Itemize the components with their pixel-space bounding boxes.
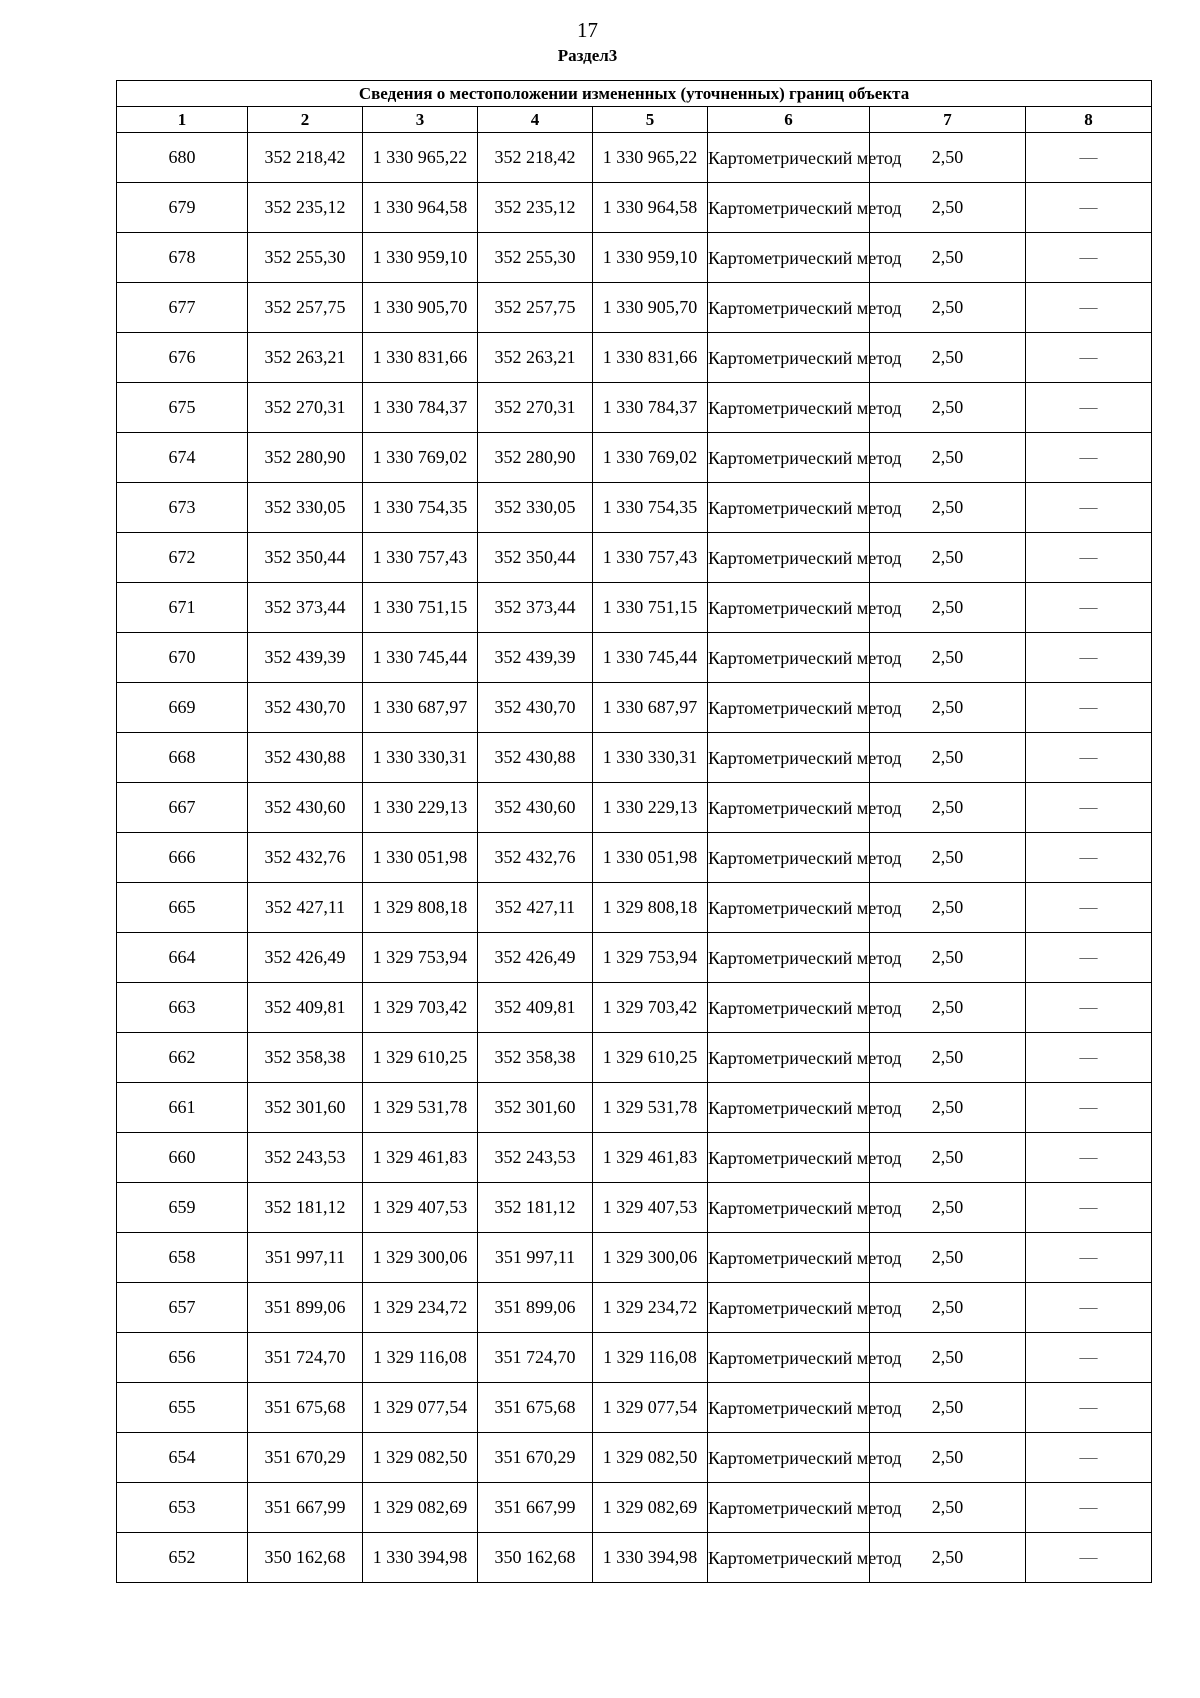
y-old-cell: 1 329 077,54 (363, 1383, 478, 1433)
point-number-cell: 662 (117, 1033, 248, 1083)
y-old-cell: 1 329 703,42 (363, 983, 478, 1033)
y-new-cell: 1 330 831,66 (593, 333, 708, 383)
method-cell: Картометрический метод (708, 233, 870, 283)
method-cell: Картометрический метод (708, 383, 870, 433)
precision-cell: 2,50 (870, 1233, 1026, 1283)
y-new-cell: 1 329 116,08 (593, 1333, 708, 1383)
x-new-cell: 352 181,12 (478, 1183, 593, 1233)
x-old-cell: 351 997,11 (248, 1233, 363, 1283)
point-number-cell: 675 (117, 383, 248, 433)
x-old-cell: 352 181,12 (248, 1183, 363, 1233)
table-row (117, 233, 1152, 283)
x-new-cell: 352 373,44 (478, 583, 593, 633)
table-row (117, 783, 1152, 833)
description-cell: — (1026, 933, 1152, 983)
point-number-cell: 679 (117, 183, 248, 233)
y-old-cell: 1 330 905,70 (363, 283, 478, 333)
y-old-cell: 1 330 754,35 (363, 483, 478, 533)
precision-cell: 2,50 (870, 333, 1026, 383)
x-new-cell: 352 263,21 (478, 333, 593, 383)
precision-cell: 2,50 (870, 383, 1026, 433)
y-new-cell: 1 329 407,53 (593, 1183, 708, 1233)
x-new-cell: 351 675,68 (478, 1383, 593, 1433)
point-number-cell: 670 (117, 633, 248, 683)
section-title: Раздел3 (557, 46, 618, 65)
x-old-cell: 351 675,68 (248, 1383, 363, 1433)
y-old-cell: 1 329 753,94 (363, 933, 478, 983)
y-new-cell: 1 329 703,42 (593, 983, 708, 1033)
y-new-cell: 1 329 234,72 (593, 1283, 708, 1333)
x-new-cell: 351 997,11 (478, 1233, 593, 1283)
x-new-cell: 352 235,12 (478, 183, 593, 233)
description-cell: — (1026, 433, 1152, 483)
y-old-cell: 1 330 784,37 (363, 383, 478, 433)
point-number-cell: 661 (117, 1083, 248, 1133)
point-number-cell: 657 (117, 1283, 248, 1333)
method-cell: Картометрический метод (708, 983, 870, 1033)
column-number: 6 (708, 107, 870, 133)
column-number: 8 (1026, 107, 1152, 133)
description-cell: — (1026, 533, 1152, 583)
y-new-cell: 1 329 610,25 (593, 1033, 708, 1083)
x-new-cell: 352 280,90 (478, 433, 593, 483)
method-cell: Картометрический метод (708, 1283, 870, 1333)
x-old-cell: 352 439,39 (248, 633, 363, 683)
method-cell: Картометрический метод (708, 1333, 870, 1383)
x-new-cell: 351 724,70 (478, 1333, 593, 1383)
x-old-cell: 352 257,75 (248, 283, 363, 333)
precision-cell: 2,50 (870, 733, 1026, 783)
y-new-cell: 1 330 784,37 (593, 383, 708, 433)
y-new-cell: 1 329 808,18 (593, 883, 708, 933)
x-old-cell: 350 162,68 (248, 1533, 363, 1583)
method-cell: Картометрический метод (708, 483, 870, 533)
method-cell: Картометрический метод (708, 533, 870, 583)
x-old-cell: 352 330,05 (248, 483, 363, 533)
description-cell: — (1026, 1033, 1152, 1083)
y-old-cell: 1 329 461,83 (363, 1133, 478, 1183)
table-row (117, 483, 1152, 533)
x-old-cell: 352 427,11 (248, 883, 363, 933)
x-old-cell: 352 432,76 (248, 833, 363, 883)
method-cell: Картометрический метод (708, 1533, 870, 1583)
x-old-cell: 352 350,44 (248, 533, 363, 583)
y-new-cell: 1 330 687,97 (593, 683, 708, 733)
description-cell: — (1026, 833, 1152, 883)
precision-cell: 2,50 (870, 1383, 1026, 1433)
column-number-row (117, 107, 1152, 133)
x-new-cell: 352 270,31 (478, 383, 593, 433)
precision-cell: 2,50 (870, 533, 1026, 583)
x-new-cell: 352 257,75 (478, 283, 593, 333)
x-old-cell: 352 235,12 (248, 183, 363, 233)
column-number: 4 (478, 107, 593, 133)
precision-cell: 2,50 (870, 233, 1026, 283)
y-old-cell: 1 330 959,10 (363, 233, 478, 283)
point-number-cell: 652 (117, 1533, 248, 1583)
y-old-cell: 1 330 229,13 (363, 783, 478, 833)
description-cell: — (1026, 583, 1152, 633)
y-old-cell: 1 330 757,43 (363, 533, 478, 583)
point-number-cell: 668 (117, 733, 248, 783)
point-number-cell: 666 (117, 833, 248, 883)
point-number-cell: 674 (117, 433, 248, 483)
precision-cell: 2,50 (870, 633, 1026, 683)
point-number-cell: 658 (117, 1233, 248, 1283)
method-cell: Картометрический метод (708, 1183, 870, 1233)
y-old-cell: 1 330 394,98 (363, 1533, 478, 1583)
precision-cell: 2,50 (870, 133, 1026, 183)
y-new-cell: 1 329 300,06 (593, 1233, 708, 1283)
y-new-cell: 1 330 964,58 (593, 183, 708, 233)
method-cell: Картометрический метод (708, 883, 870, 933)
method-cell: Картометрический метод (708, 1233, 870, 1283)
description-cell: — (1026, 983, 1152, 1033)
y-old-cell: 1 330 330,31 (363, 733, 478, 783)
method-cell: Картометрический метод (708, 683, 870, 733)
precision-cell: 2,50 (870, 833, 1026, 883)
x-old-cell: 352 409,81 (248, 983, 363, 1033)
point-number-cell: 653 (117, 1483, 248, 1533)
point-number-cell: 664 (117, 933, 248, 983)
method-cell: Картометрический метод (708, 133, 870, 183)
precision-cell: 2,50 (870, 1133, 1026, 1183)
description-cell: — (1026, 483, 1152, 533)
precision-cell: 2,50 (870, 983, 1026, 1033)
x-old-cell: 351 667,99 (248, 1483, 363, 1533)
point-number-cell: 676 (117, 333, 248, 383)
precision-cell: 2,50 (870, 583, 1026, 633)
point-number-cell: 672 (117, 533, 248, 583)
description-cell: — (1026, 1333, 1152, 1383)
x-new-cell: 352 430,88 (478, 733, 593, 783)
method-cell: Картометрический метод (708, 1033, 870, 1083)
table-row (117, 683, 1152, 733)
x-new-cell: 352 426,49 (478, 933, 593, 983)
x-old-cell: 352 270,31 (248, 383, 363, 433)
y-new-cell: 1 330 330,31 (593, 733, 708, 783)
x-new-cell: 352 218,42 (478, 133, 593, 183)
y-new-cell: 1 329 461,83 (593, 1133, 708, 1183)
table-row (117, 1283, 1152, 1333)
y-new-cell: 1 330 051,98 (593, 833, 708, 883)
method-cell: Картометрический метод (708, 583, 870, 633)
x-old-cell: 352 280,90 (248, 433, 363, 483)
point-number-cell: 669 (117, 683, 248, 733)
y-new-cell: 1 330 394,98 (593, 1533, 708, 1583)
point-number-cell: 654 (117, 1433, 248, 1483)
description-cell: — (1026, 1083, 1152, 1133)
method-cell: Картометрический метод (708, 333, 870, 383)
y-old-cell: 1 329 407,53 (363, 1183, 478, 1233)
y-new-cell: 1 330 757,43 (593, 533, 708, 583)
table-row (117, 1083, 1152, 1133)
table-row (117, 1383, 1152, 1433)
precision-cell: 2,50 (870, 1533, 1026, 1583)
y-new-cell: 1 330 959,10 (593, 233, 708, 283)
description-cell: — (1026, 633, 1152, 683)
x-old-cell: 352 426,49 (248, 933, 363, 983)
x-old-cell: 352 255,30 (248, 233, 363, 283)
y-old-cell: 1 330 965,22 (363, 133, 478, 183)
point-number-cell: 667 (117, 783, 248, 833)
table-row (117, 333, 1152, 383)
precision-cell: 2,50 (870, 1033, 1026, 1083)
table-row (117, 433, 1152, 483)
x-new-cell: 351 667,99 (478, 1483, 593, 1533)
point-number-cell: 655 (117, 1383, 248, 1433)
point-number-cell: 678 (117, 233, 248, 283)
point-number-cell: 659 (117, 1183, 248, 1233)
x-new-cell: 352 432,76 (478, 833, 593, 883)
column-number: 2 (248, 107, 363, 133)
y-new-cell: 1 330 229,13 (593, 783, 708, 833)
description-cell: — (1026, 683, 1152, 733)
y-new-cell: 1 330 965,22 (593, 133, 708, 183)
precision-cell: 2,50 (870, 1483, 1026, 1533)
x-new-cell: 352 255,30 (478, 233, 593, 283)
description-cell: — (1026, 133, 1152, 183)
table-row (117, 1483, 1152, 1533)
table-row (117, 1333, 1152, 1383)
table-row (117, 183, 1152, 233)
x-new-cell: 352 330,05 (478, 483, 593, 533)
method-cell: Картометрический метод (708, 1433, 870, 1483)
y-new-cell: 1 329 531,78 (593, 1083, 708, 1133)
description-cell: — (1026, 1433, 1152, 1483)
table-row (117, 383, 1152, 433)
column-number: 5 (593, 107, 708, 133)
y-new-cell: 1 329 077,54 (593, 1383, 708, 1433)
y-old-cell: 1 329 082,69 (363, 1483, 478, 1533)
y-old-cell: 1 329 610,25 (363, 1033, 478, 1083)
table-row (117, 1183, 1152, 1233)
precision-cell: 2,50 (870, 483, 1026, 533)
x-new-cell: 352 430,60 (478, 783, 593, 833)
table-row (117, 1233, 1152, 1283)
description-cell: — (1026, 1233, 1152, 1283)
x-old-cell: 352 301,60 (248, 1083, 363, 1133)
table-row (117, 733, 1152, 783)
x-new-cell: 351 670,29 (478, 1433, 593, 1483)
y-old-cell: 1 330 745,44 (363, 633, 478, 683)
method-cell: Картометрический метод (708, 1133, 870, 1183)
y-old-cell: 1 329 808,18 (363, 883, 478, 933)
x-old-cell: 352 430,60 (248, 783, 363, 833)
table-row (117, 1033, 1152, 1083)
method-cell: Картометрический метод (708, 433, 870, 483)
method-cell: Картометрический метод (708, 283, 870, 333)
x-old-cell: 351 899,06 (248, 1283, 363, 1333)
y-old-cell: 1 329 082,50 (363, 1433, 478, 1483)
table-row (117, 133, 1152, 183)
y-old-cell: 1 330 751,15 (363, 583, 478, 633)
table-row (117, 933, 1152, 983)
table-row (117, 1433, 1152, 1483)
method-cell: Картометрический метод (708, 1483, 870, 1533)
point-number-cell: 663 (117, 983, 248, 1033)
table-row (117, 633, 1152, 683)
y-new-cell: 1 330 769,02 (593, 433, 708, 483)
description-cell: — (1026, 333, 1152, 383)
method-cell: Картометрический метод (708, 1383, 870, 1433)
precision-cell: 2,50 (870, 933, 1026, 983)
description-cell: — (1026, 883, 1152, 933)
x-new-cell: 352 427,11 (478, 883, 593, 933)
point-number-cell: 673 (117, 483, 248, 533)
x-old-cell: 352 263,21 (248, 333, 363, 383)
description-cell: — (1026, 233, 1152, 283)
method-cell: Картометрический метод (708, 733, 870, 783)
y-old-cell: 1 329 234,72 (363, 1283, 478, 1333)
precision-cell: 2,50 (870, 183, 1026, 233)
y-new-cell: 1 330 754,35 (593, 483, 708, 533)
description-cell: — (1026, 1283, 1152, 1333)
point-number-cell: 660 (117, 1133, 248, 1183)
x-new-cell: 352 301,60 (478, 1083, 593, 1133)
method-cell: Картометрический метод (708, 783, 870, 833)
method-cell: Картометрический метод (708, 933, 870, 983)
table-row (117, 533, 1152, 583)
table-row (117, 283, 1152, 333)
x-old-cell: 352 373,44 (248, 583, 363, 633)
table-row (117, 983, 1152, 1033)
y-old-cell: 1 329 300,06 (363, 1233, 478, 1283)
y-old-cell: 1 330 769,02 (363, 433, 478, 483)
point-number-cell: 665 (117, 883, 248, 933)
description-cell: — (1026, 783, 1152, 833)
y-old-cell: 1 330 964,58 (363, 183, 478, 233)
description-cell: — (1026, 383, 1152, 433)
y-new-cell: 1 330 751,15 (593, 583, 708, 633)
table-row (117, 833, 1152, 883)
x-old-cell: 352 430,70 (248, 683, 363, 733)
page-number: 17 (577, 18, 598, 42)
table-row (117, 1533, 1152, 1583)
x-old-cell: 351 670,29 (248, 1433, 363, 1483)
x-old-cell: 352 430,88 (248, 733, 363, 783)
y-new-cell: 1 329 082,50 (593, 1433, 708, 1483)
precision-cell: 2,50 (870, 1183, 1026, 1233)
precision-cell: 2,50 (870, 783, 1026, 833)
description-cell: — (1026, 733, 1152, 783)
method-cell: Картометрический метод (708, 1083, 870, 1133)
x-new-cell: 352 243,53 (478, 1133, 593, 1183)
point-number-cell: 677 (117, 283, 248, 333)
method-cell: Картометрический метод (708, 833, 870, 883)
x-new-cell: 351 899,06 (478, 1283, 593, 1333)
description-cell: — (1026, 1483, 1152, 1533)
point-number-cell: 671 (117, 583, 248, 633)
precision-cell: 2,50 (870, 683, 1026, 733)
table-caption: Сведения о местоположении измененных (уточненных) границ объекта (117, 81, 1152, 107)
precision-cell: 2,50 (870, 1083, 1026, 1133)
x-old-cell: 352 358,38 (248, 1033, 363, 1083)
description-cell: — (1026, 1183, 1152, 1233)
y-old-cell: 1 330 687,97 (363, 683, 478, 733)
column-number: 3 (363, 107, 478, 133)
table-row (117, 1133, 1152, 1183)
description-cell: — (1026, 1533, 1152, 1583)
description-cell: — (1026, 183, 1152, 233)
precision-cell: 2,50 (870, 1283, 1026, 1333)
x-old-cell: 352 218,42 (248, 133, 363, 183)
x-new-cell: 352 439,39 (478, 633, 593, 683)
column-number: 7 (870, 107, 1026, 133)
y-old-cell: 1 329 531,78 (363, 1083, 478, 1133)
precision-cell: 2,50 (870, 433, 1026, 483)
point-number-cell: 680 (117, 133, 248, 183)
y-new-cell: 1 329 082,69 (593, 1483, 708, 1533)
y-new-cell: 1 329 753,94 (593, 933, 708, 983)
y-old-cell: 1 330 051,98 (363, 833, 478, 883)
x-new-cell: 352 430,70 (478, 683, 593, 733)
x-new-cell: 350 162,68 (478, 1533, 593, 1583)
column-number: 1 (117, 107, 248, 133)
precision-cell: 2,50 (870, 1333, 1026, 1383)
precision-cell: 2,50 (870, 283, 1026, 333)
precision-cell: 2,50 (870, 883, 1026, 933)
description-cell: — (1026, 1133, 1152, 1183)
method-cell: Картометрический метод (708, 633, 870, 683)
x-old-cell: 351 724,70 (248, 1333, 363, 1383)
precision-cell: 2,50 (870, 1433, 1026, 1483)
method-cell: Картометрический метод (708, 183, 870, 233)
point-number-cell: 656 (117, 1333, 248, 1383)
table-row (117, 883, 1152, 933)
description-cell: — (1026, 283, 1152, 333)
y-old-cell: 1 329 116,08 (363, 1333, 478, 1383)
x-new-cell: 352 358,38 (478, 1033, 593, 1083)
description-cell: — (1026, 1383, 1152, 1433)
x-new-cell: 352 350,44 (478, 533, 593, 583)
x-new-cell: 352 409,81 (478, 983, 593, 1033)
x-old-cell: 352 243,53 (248, 1133, 363, 1183)
y-old-cell: 1 330 831,66 (363, 333, 478, 383)
y-new-cell: 1 330 745,44 (593, 633, 708, 683)
y-new-cell: 1 330 905,70 (593, 283, 708, 333)
table-row (117, 583, 1152, 633)
boundary-coordinates-table (116, 80, 1152, 1583)
table-body (117, 133, 1152, 1583)
